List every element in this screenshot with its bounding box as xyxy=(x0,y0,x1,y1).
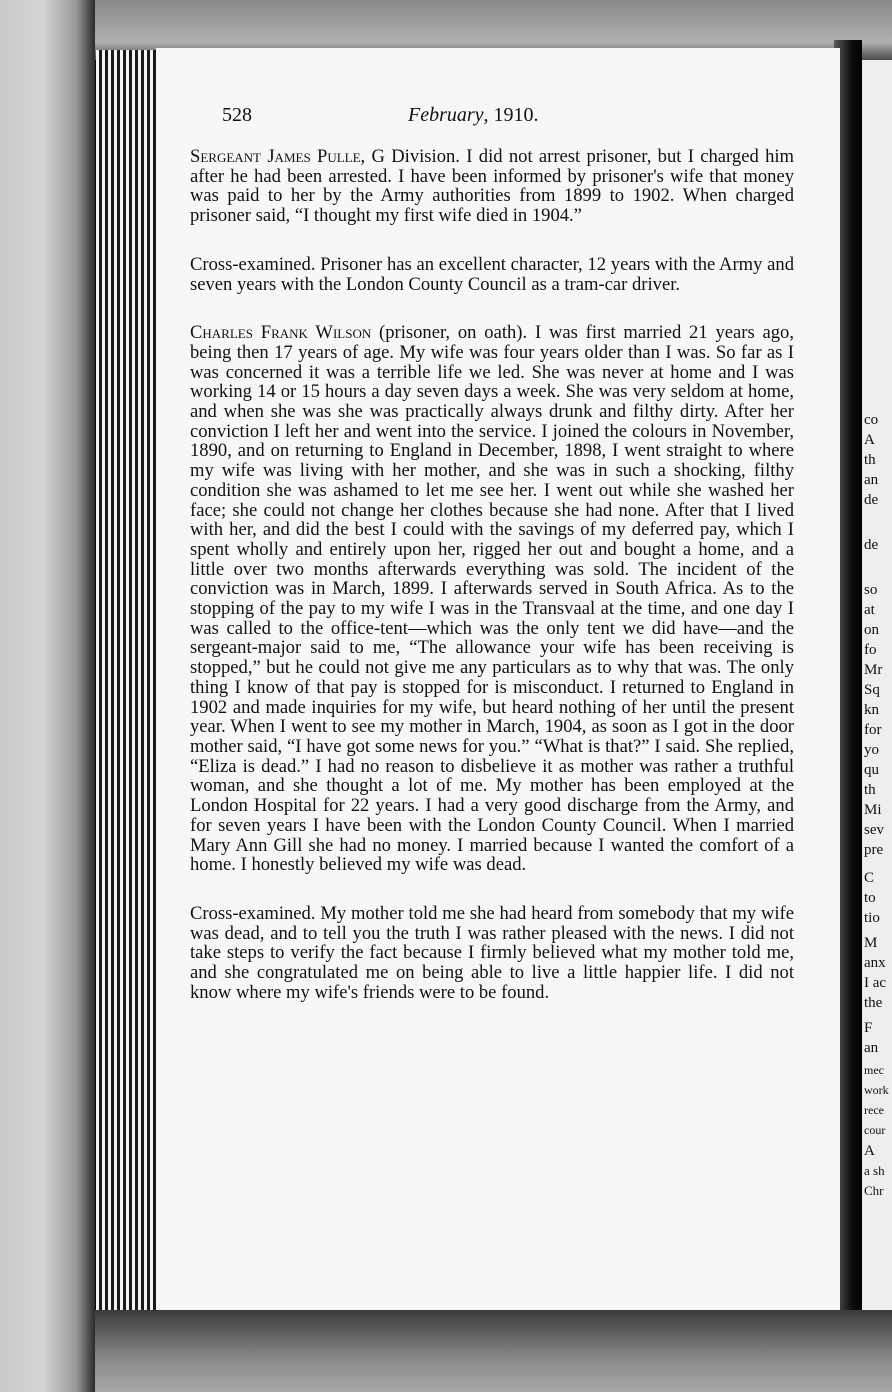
facing-fragment: rece xyxy=(864,1103,884,1117)
facing-fragment: to xyxy=(864,890,876,906)
facing-fragment: mec xyxy=(864,1063,884,1077)
facing-fragment: for xyxy=(864,722,882,738)
scan-background-left xyxy=(0,0,95,1392)
facing-fragment: Mi xyxy=(864,802,882,818)
facing-fragment: I ac xyxy=(864,975,887,991)
speaker-name: Sergeant James Pulle xyxy=(190,146,361,167)
header-month: February xyxy=(408,104,484,126)
facing-fragment: M xyxy=(864,935,878,951)
page-number: 528 xyxy=(222,104,252,126)
facing-fragment: Chr xyxy=(864,1183,884,1198)
facing-fragment: qu xyxy=(864,762,879,778)
facing-fragment: an xyxy=(864,1040,879,1056)
facing-fragment: sev xyxy=(864,822,884,838)
facing-fragment: co xyxy=(864,412,879,428)
book-page xyxy=(156,48,840,1310)
facing-fragment: cour xyxy=(864,1123,886,1137)
page-body xyxy=(190,147,794,1002)
facing-fragment: at xyxy=(864,602,875,618)
paragraph-wilson-testimony xyxy=(190,323,794,875)
facing-fragment: de xyxy=(864,492,879,508)
running-header xyxy=(222,104,792,134)
facing-fragment: work xyxy=(864,1083,889,1097)
facing-fragment: an xyxy=(864,472,879,488)
facing-fragment: Sq xyxy=(864,682,880,698)
facing-fragment: F xyxy=(864,1020,873,1036)
paragraph-text: , G Division. I did not arrest prisoner, but I charged him after he had been arrested. I have been informed by prisoner's wife that money was paid to her by the Army authorities from 1899 to 1902. When charged prisoner said, “I thought my first wife died in 1904.” xyxy=(190,146,794,227)
facing-fragment: th xyxy=(864,452,876,468)
facing-fragment: anx xyxy=(864,955,886,971)
facing-fragment: kn xyxy=(864,702,879,718)
facing-fragment: the xyxy=(864,995,883,1011)
facing-fragment: fo xyxy=(864,642,877,658)
facing-fragment: de xyxy=(864,537,879,553)
paragraph-text: Cross-examined. My mother told me she had heard from somebody that my wife was dead, and to tell you the truth I was rather pleased with the news. I did not take steps to verify the fact because I firmly believed what my mother told me, and she congratulated me on being able to live a little happier life. I did not know where my wife's friends were to be found. xyxy=(190,902,794,1003)
paragraph-cross-examination-wilson xyxy=(190,904,794,1003)
facing-fragment: on xyxy=(864,622,879,638)
facing-page xyxy=(862,60,892,1320)
facing-fragment: tio xyxy=(864,910,880,926)
book-page-edges xyxy=(96,50,160,1310)
facing-fragment: a sh xyxy=(864,1163,885,1178)
facing-fragment: Mr xyxy=(864,662,883,678)
paragraph-pulle-testimony xyxy=(190,147,794,226)
paragraph-cross-examination-pulle xyxy=(190,255,794,294)
speaker-name: Charles Frank Wilson xyxy=(190,322,372,344)
header-date xyxy=(408,104,539,127)
facing-fragment: yo xyxy=(864,742,879,758)
paragraph-text: (prisoner, on oath). I was first married 21 years ago, being then 17 years of age. My wife was four years older than I was. So far as I was concerned it was a terrible life we led. She was never at home and I was working 14 or 15 hours a day seven days a week. She was very seldom at home, and when she was she was practically always drunk and filthy dirty. After her conviction I left her and went into the service. I joined the colours in November, 1890, and on returning to England in December, 1898, I went straight to where my wife was living with her mother, and she was in such a shocking, filthy condition she was ashamed to let me see her. I went out while she washed her face; she could not change her clothes because she had none. After that I lived with her, and did the best I could with the savings of my deferred pay, which I spent wholly and entirely upon her, rigged her out and bought a home, and a little over two months afterwards everything was sold. The incident of the conviction was in March, 1899. I afterwards served in South Africa. As to the stopping of the pay to my wife I was in the Transvaal at the time, and one day I was called to the office-tent—which was the only tent we did have—and the sergeant-major said to me, “The allowance your wife has been receiving is stopped,” but he could not give me any particulars as to why that was. The only thing I know of that pay is stopped for is misconduct. I returned to England in 1902 and made inquiries for my wife, but heard nothing of her until the present year. When I went to see my mother in March, 1904, as soon as I got in the door mother said, “I have got some news for you.” “What is that?” I said. She replied, “Eliza is dead.” I had no reason to disbelieve it as mother was rather a truthful woman, and she thought a lot of me. My mother has been employed at the London Hospital for 22 years. I had a very good discharge from the Army, and for seven years I have been with the London County Council. When I married Mary Ann Gill she had no money. I married because I wanted the comfort of a home. I honestly believed my wife was dead. xyxy=(190,322,794,876)
facing-fragment: A xyxy=(864,1143,875,1159)
facing-fragment: so xyxy=(864,582,878,598)
facing-fragment: C xyxy=(864,870,875,886)
paragraph-text: Cross-examined. Prisoner has an excellent character, 12 years with the Army and seven years with the London County Council as a tram-car driver. xyxy=(190,253,794,295)
header-year: , 1910. xyxy=(483,104,539,126)
facing-fragment: pre xyxy=(864,842,884,858)
facing-fragment: A xyxy=(864,432,875,448)
facing-fragment: th xyxy=(864,782,876,798)
scan-background-bottom xyxy=(95,1310,892,1392)
